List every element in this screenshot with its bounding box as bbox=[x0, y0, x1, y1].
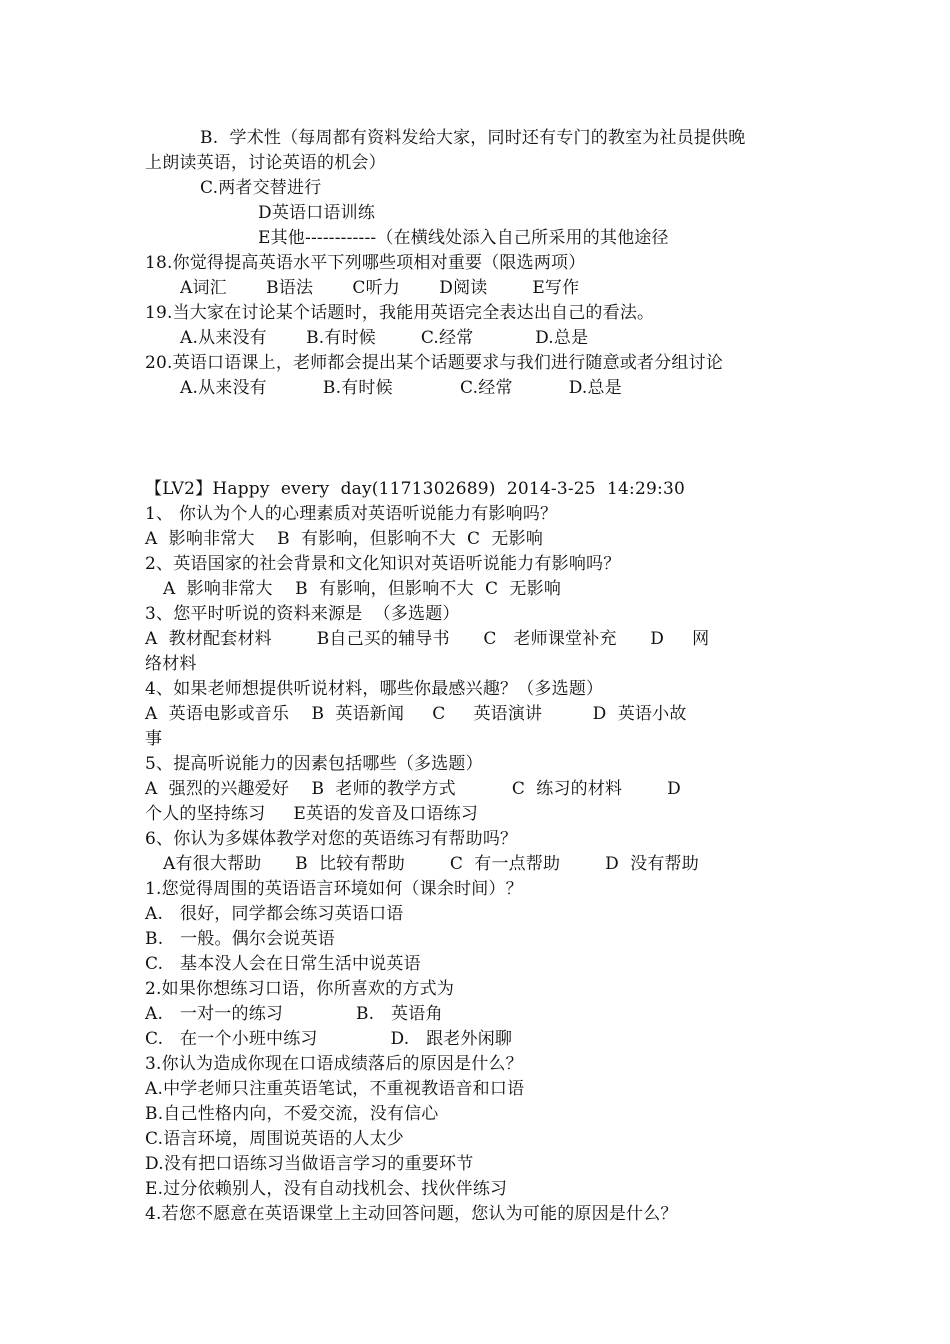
answer-option: C. 基本没人会在日常生活中说英语 bbox=[145, 954, 421, 974]
answer-options: A有很大帮助 B 比较有帮助 C 有一点帮助 D 没有帮助 bbox=[163, 854, 699, 874]
chat-header: 【LV2】Happy every day(1171302689) 2014-3-25 14:29:30 bbox=[145, 479, 685, 499]
answer-options: A 影响非常大 B 有影响，但影响不大 C 无影响 bbox=[163, 579, 562, 599]
answer-options: A. 一对一的练习 B. 英语角 bbox=[145, 1004, 443, 1024]
question-title: 5、提高听说能力的因素包括哪些（多选题） bbox=[145, 754, 483, 774]
answer-option: C.语言环境，周围说英语的人太少 bbox=[145, 1129, 405, 1149]
answer-option: B.自己性格内向，不爱交流，没有信心 bbox=[145, 1104, 439, 1124]
answer-option: B. 一般。偶尔会说英语 bbox=[145, 929, 335, 949]
text-line: 事 bbox=[145, 729, 163, 749]
text-line: B. 学术性（每周都有资料发给大家，同时还有专门的教室为社员提供晚 bbox=[200, 128, 746, 148]
text-line: E其他------------（在横线处添入自己所采用的其他途径 bbox=[258, 228, 669, 248]
answer-option: E.过分依赖别人，没有自动找机会、找伙伴练习 bbox=[145, 1179, 508, 1199]
question-title: 3.你认为造成你现在口语成绩落后的原因是什么？ bbox=[145, 1054, 523, 1074]
answer-options: A 强烈的兴趣爱好 B 老师的教学方式 C 练习的材料 D bbox=[145, 779, 681, 799]
text-line: C.两者交替进行 bbox=[200, 178, 322, 198]
answer-options: A 教材配套材料 B自己买的辅导书 C 老师课堂补充 D 网 bbox=[145, 629, 710, 649]
text-line: D英语口语训练 bbox=[258, 203, 376, 223]
question-title: 4、如果老师想提供听说材料，哪些你最感兴趣？（多选题） bbox=[145, 679, 604, 699]
text-line: 上朗读英语，讨论英语的机会） bbox=[145, 153, 386, 173]
answer-options: A 英语电影或音乐 B 英语新闻 C 英语演讲 D 英语小故 bbox=[145, 704, 687, 724]
question-title: 6、你认为多媒体教学对您的英语练习有帮助吗？ bbox=[145, 829, 518, 849]
question-title: 2.如果你想练习口语，你所喜欢的方式为 bbox=[145, 979, 455, 999]
answer-options: 个人的坚持练习 E英语的发音及口语练习 bbox=[145, 804, 479, 824]
answer-option: A. 很好，同学都会练习英语口语 bbox=[145, 904, 404, 924]
question-title: 3、您平时听说的资料来源是 （多选题） bbox=[145, 604, 460, 624]
question-title: 1.您觉得周围的英语语言环境如何（课余时间）？ bbox=[145, 879, 523, 899]
answer-options: A词汇 B语法 C听力 D阅读 E写作 bbox=[180, 278, 580, 298]
question-title: 2、英语国家的社会背景和文化知识对英语听说能力有影响吗？ bbox=[145, 554, 621, 574]
answer-options: A.从来没有 B.有时候 C.经常 D.总是 bbox=[180, 378, 622, 398]
question-title: 4.若您不愿意在英语课堂上主动回答问题，您认为可能的原因是什么？ bbox=[145, 1204, 678, 1224]
question-title: 20.英语口语课上，老师都会提出某个话题要求与我们进行随意或者分组讨论 bbox=[145, 353, 724, 373]
question-title: 19.当大家在讨论某个话题时，我能用英语完全表达出自己的看法。 bbox=[145, 303, 655, 323]
answer-option: D.没有把口语练习当做语言学习的重要环节 bbox=[145, 1154, 474, 1174]
answer-options: A.从来没有 B.有时候 C.经常 D.总是 bbox=[180, 328, 589, 348]
question-title: 18.你觉得提高英语水平下列哪些项相对重要（限选两项） bbox=[145, 253, 586, 273]
answer-options: C. 在一个小班中练习 D. 跟老外闲聊 bbox=[145, 1029, 513, 1049]
answer-option: A.中学老师只注重英语笔试，不重视教语音和口语 bbox=[145, 1079, 525, 1099]
text-line: 络材料 bbox=[145, 654, 197, 674]
answer-options: A 影响非常大 B 有影响，但影响不大 C 无影响 bbox=[145, 529, 544, 549]
question-title: 1、 你认为个人的心理素质对英语听说能力有影响吗？ bbox=[145, 504, 558, 524]
